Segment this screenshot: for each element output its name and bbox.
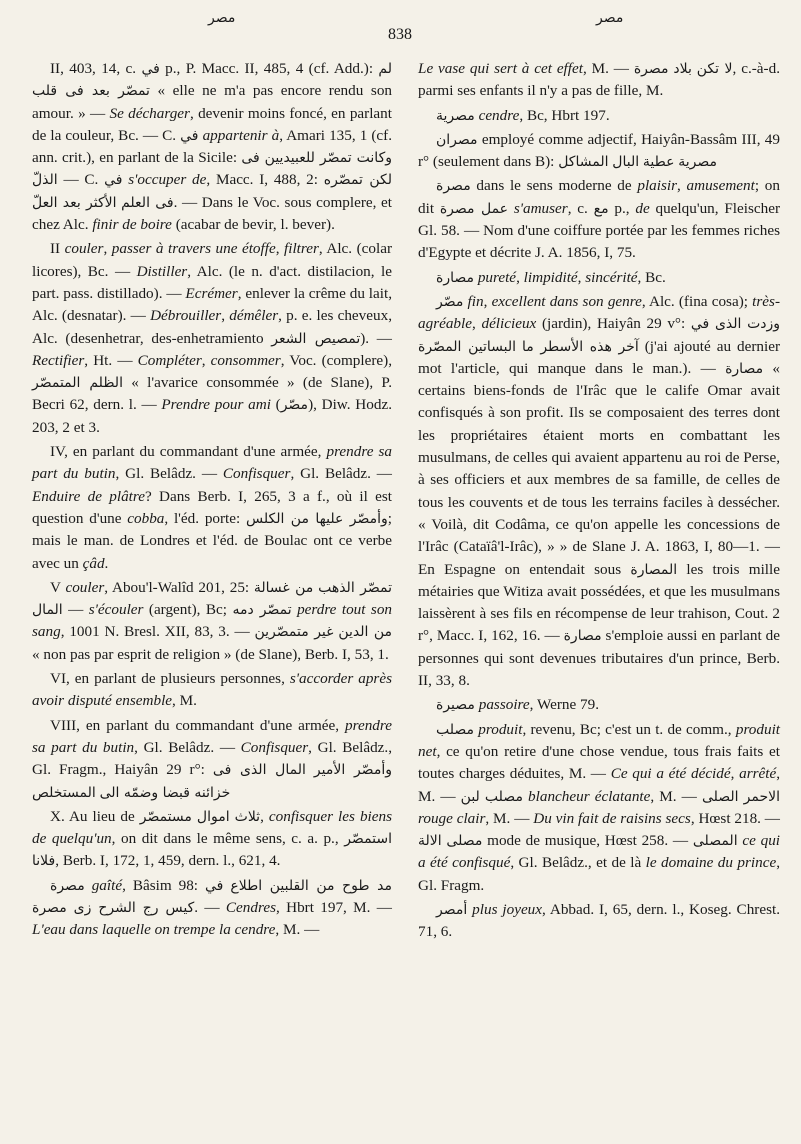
body-text: , Bc. xyxy=(637,268,666,286)
arabic-text: المال xyxy=(32,602,63,619)
italic-gloss: couler xyxy=(65,578,105,596)
italic-gloss: finir de boire xyxy=(92,216,172,234)
body-text: , ce qu'on retire d'une chose vendue, tous frais faits et toutes charges déduites, M. — xyxy=(418,742,780,783)
body-text: . — Dans le Voc. sous complere, et chez Alc. xyxy=(32,193,392,234)
body-text: . — xyxy=(194,898,226,916)
page-header xyxy=(0,6,801,43)
body-text: II xyxy=(50,240,65,258)
italic-gloss: passoire xyxy=(478,696,530,714)
entry-para-viii xyxy=(32,715,392,804)
body-text: , xyxy=(221,307,230,325)
body-text: (argent), Bc; xyxy=(143,601,233,619)
body-text: dans le sens moderne de xyxy=(470,177,638,195)
arabic-text: مد طوح من القلبين اطلاع xyxy=(230,877,393,894)
body-text: , xyxy=(472,315,482,333)
body-text: , xyxy=(201,351,211,369)
italic-gloss: délicieux xyxy=(481,315,537,333)
arabic-text: الصلى xyxy=(701,788,739,805)
entry-para-iv xyxy=(32,441,392,575)
body-text: , Abou'l-Walîd 201, 25: xyxy=(104,578,254,596)
arabic-text: مصرة xyxy=(50,877,85,894)
body-text: , M. — xyxy=(650,787,702,805)
italic-gloss: s'amuser xyxy=(513,199,568,217)
arabic-text: عطية xyxy=(642,154,675,171)
body-text: « elle ne m'a pas encore rendu son amour. » — xyxy=(32,82,393,122)
body-text: « l'avarice consommée » (de Slane), P. Becri 62, dern. l. — xyxy=(32,374,392,414)
italic-gloss: Confisquer xyxy=(240,738,309,756)
arabic-text: المال الذى فى خزائنه قبضا وضمّه الى xyxy=(99,762,306,801)
body-text: , Werne 79. xyxy=(529,696,600,714)
arabic-text: البال xyxy=(612,154,640,171)
body-text: , on dit dans le même sens, c. a. p., xyxy=(111,830,345,848)
body-text: « non pas par esprit de religion » (de Slane), Berb. I, 53, 1. xyxy=(32,645,389,663)
italic-gloss: perdre tout son sang xyxy=(32,601,393,641)
italic-gloss: produit xyxy=(478,720,523,738)
body-text: . xyxy=(104,554,109,572)
arabic-text: مصّر xyxy=(280,397,309,414)
body-text: , xyxy=(730,765,740,783)
arabic-text: المشاكل xyxy=(558,154,609,171)
entry-para-masra xyxy=(32,875,392,942)
italic-gloss: excellent dans son genre xyxy=(491,292,642,310)
body-text: ). — xyxy=(360,329,392,347)
arabic-text: في xyxy=(104,172,123,189)
arabic-text: مصلى xyxy=(446,833,483,850)
italic-gloss: Débrouiller xyxy=(150,307,222,325)
arabic-text: مصران xyxy=(436,131,478,148)
arabic-text: وكانت تمصّر للعبيديين فى الذلّ xyxy=(32,150,392,189)
entry-para-masra2 xyxy=(418,175,780,264)
italic-gloss: blancheur éclatante xyxy=(528,787,651,805)
italic-gloss: Le vase qui sert à cet effet xyxy=(418,60,583,77)
page-number: 838 xyxy=(388,26,412,43)
arabic-text: المصارة xyxy=(630,561,678,578)
body-text: VIII, en parlant du commandant d'une armée, xyxy=(50,716,346,734)
entry-para-vase xyxy=(418,58,780,103)
italic-gloss: appartenir à xyxy=(202,126,280,144)
body-text: , M. — xyxy=(418,765,781,805)
entry-para-x xyxy=(32,806,392,873)
arabic-text: مصارة xyxy=(436,269,475,286)
italic-gloss: L'eau dans laquelle on trempe la cendre xyxy=(32,921,276,939)
arabic-text: عمل مصرة xyxy=(439,200,509,217)
arabic-text: مستمصّر xyxy=(139,808,192,825)
arabic-text: الظلم المتمصّر xyxy=(32,375,123,392)
entry-para-musir xyxy=(418,291,780,692)
body-text: , Alc. (colar licores), Bc. — xyxy=(32,240,393,280)
entry-para-masira xyxy=(418,694,780,716)
body-text: , Hœst 218. — xyxy=(690,809,780,827)
arabic-text: لم تمصّر بعد فى قلب xyxy=(32,61,392,100)
body-text: V xyxy=(50,578,66,596)
body-text: , c. xyxy=(567,199,594,217)
arabic-text: تمصيص الشعر xyxy=(271,330,361,347)
body-text: , Gl. Belâdz. — xyxy=(290,465,392,483)
body-text: , Alc. (le n. d'act. distilacion, le part. pass. distillado). — xyxy=(32,262,392,302)
left-column xyxy=(32,58,392,944)
italic-gloss: très-agréable xyxy=(418,292,780,333)
body-text: , xyxy=(275,240,285,258)
italic-gloss: Ecrémer xyxy=(185,284,238,302)
arabic-text: مصرة xyxy=(436,178,471,195)
italic-gloss: sincérité xyxy=(585,268,638,286)
body-text: , Abbad. I, 65, dern. l., Koseg. Chrest. 71, 6. xyxy=(418,900,781,941)
italic-gloss: filtrer xyxy=(284,240,319,258)
arabic-text: في كيس رج الشرح زى مصرة xyxy=(32,877,224,916)
italic-gloss: plus joyeux xyxy=(472,900,543,918)
italic-gloss: gaîté xyxy=(91,876,123,894)
arabic-text: مصرية xyxy=(678,154,718,171)
body-text: ), Diw. Hodz. 203, 2 et 3. xyxy=(32,396,392,436)
italic-gloss: Du vin fait de raisins secs xyxy=(533,809,691,827)
body-text: , Gl. Belâdz., Gl. Fragm., Haiyân 29 r°: xyxy=(32,738,392,779)
arabic-text: مع xyxy=(593,200,609,217)
body-text: employé comme adjectif, Haiyân-Bassâm III, 49 r° (seulement dans B): xyxy=(418,130,780,171)
arabic-text: المستخلص xyxy=(32,784,96,801)
body-text: , 1001 N. Bresl. XII, 83, 3. — xyxy=(60,623,255,641)
entry-para-v xyxy=(32,577,392,666)
arabic-text: مصرية xyxy=(436,107,475,124)
arabic-text: في xyxy=(180,127,199,144)
body-text: , xyxy=(483,292,492,310)
arabic-text: وأمصّر عليها من الكلس xyxy=(246,510,388,527)
body-text: ; mais le man. de Londres et l'éd. de Boulac ont ce verbe avec un xyxy=(32,509,392,572)
arabic-text: مصيرة xyxy=(436,697,475,714)
body-text: s'emploie aussi en parlant de personnes qui sont devenues tributaires d'un prince, Berb. II, 33, 8. xyxy=(418,627,780,690)
entry-para-masriyya xyxy=(418,105,780,127)
entry-para-ii-couler xyxy=(32,238,392,439)
arabic-text: مصرة xyxy=(633,61,669,77)
italic-gloss: cobba xyxy=(127,509,165,527)
body-text: quelqu'un, Fleischer Gl. 58. — Nom d'une coiffure portée par les femmes riches d'Egypte et décrite J. A. 1856, I, 75. xyxy=(418,199,781,262)
arabic-text: تمصّر دمه xyxy=(232,602,292,619)
italic-gloss: prendre sa part du butin xyxy=(32,716,392,756)
running-head-right: مصر xyxy=(596,10,624,26)
italic-gloss: Ce qui a été décidé xyxy=(610,765,731,783)
body-text: , Amari 135, 1 (cf. ann. crit.), en parlant de la Sicile: xyxy=(32,126,392,167)
italic-gloss: consommer xyxy=(210,351,281,369)
arabic-text: البساتين المصّرة xyxy=(418,338,516,355)
body-text: ( xyxy=(270,396,281,414)
arabic-text: الأكثر بعد العلّ xyxy=(32,194,117,211)
body-text: (j'ai ajouté au dernier mot l'article, qui manque dans le man.). — xyxy=(418,337,781,377)
arabic-text: الالة xyxy=(418,833,442,850)
body-text: « certains biens-fonds de l'Irâc que le calife Omar avait confisqués à son profit. Ils se composaient des terres dont les propriétaires étaient morts en combattant les musulmans, de celles qui avaient appartenu au roi de Perse, à ses officiers et aux membres de sa famille, de celles de tous les couvents et de tous les terrains faciles à dessécher. « Voilà, dit Codâma, ce qu'on appelle les concessions de l'Irâc (Cataïâ'l-Irâc), » » de Slane J. A. 1863, I, 80—1. — En Espagne on entendait sous xyxy=(418,359,780,578)
italic-gloss: Rectifier xyxy=(32,351,85,369)
body-text: , revenu, Bc; c'est un t. de comm., xyxy=(522,720,736,738)
arabic-text: غير متمصّرين xyxy=(254,624,334,641)
italic-gloss: de xyxy=(635,199,650,217)
body-text: , Bc, Hbrt 197. xyxy=(519,106,610,124)
italic-gloss: fin xyxy=(467,292,484,310)
italic-gloss: Enduire de plâtre xyxy=(32,487,145,505)
body-text: , Gl. Fragm. xyxy=(418,854,780,894)
arabic-text: مصارة xyxy=(725,360,764,377)
italic-gloss: s'occuper de xyxy=(128,171,207,189)
arabic-text: بلاد xyxy=(673,61,692,77)
entry-para-masran xyxy=(418,129,780,174)
body-text: les trois mille métairies que Witiza avait possédées, et que les musulmans laissèrent à ses fils en récompense de leur trahison, Cout. 2 r°, Macc. I, 162, 16. — xyxy=(418,560,780,645)
italic-gloss: rouge clair xyxy=(418,809,486,827)
arabic-text: لبن xyxy=(460,788,480,805)
body-text: , Gl. Belâdz. — xyxy=(115,465,223,483)
italic-gloss: Confisquer xyxy=(222,465,291,483)
body-text: ; on dit xyxy=(418,177,780,217)
arabic-text: من الدين xyxy=(338,624,392,641)
right-column xyxy=(418,58,780,946)
arabic-text: المصلى xyxy=(692,833,738,850)
italic-gloss: ce qui a été confisqué xyxy=(418,832,781,872)
body-text: , xyxy=(577,268,586,286)
entry-para-masara xyxy=(418,267,780,289)
body-text: , Hbrt 197, M. — xyxy=(275,898,392,916)
body-text: VI, en parlant de plusieurs personnes, xyxy=(50,670,290,688)
italic-gloss: Compléter xyxy=(137,351,202,369)
arabic-text: مصلب xyxy=(436,721,475,738)
arabic-text: في آخر هذه الأسطر ما xyxy=(521,316,710,355)
body-text: — xyxy=(62,601,84,619)
arabic-text: مصارة xyxy=(563,628,602,645)
italic-gloss: s'accorder après avoir disputé ensemble xyxy=(32,670,392,710)
body-text: , enlever la crême du lait, Alc. (desnatar). — xyxy=(32,284,392,325)
body-text: , Macc. I, 488, 2: xyxy=(206,171,324,189)
arabic-text: مصلب xyxy=(484,788,523,805)
italic-gloss: limpidité xyxy=(523,268,578,286)
italic-gloss: amusement xyxy=(686,177,755,195)
arabic-text: من غسالة xyxy=(253,579,314,596)
italic-gloss: confisquer les biens de quelqu'un xyxy=(32,807,393,848)
italic-gloss: Cendres xyxy=(225,898,276,916)
body-text: , Bâsim 98: xyxy=(122,876,206,894)
body-text: IV, en parlant du commandant d'une armée, xyxy=(50,443,327,461)
italic-gloss: plaisir xyxy=(637,177,678,195)
body-text: , Ht. — xyxy=(84,351,138,369)
body-text: , c.-à-d. parmi ses enfants il n'y a pas de fille, M. xyxy=(418,60,780,100)
body-text: , M. — xyxy=(582,60,634,77)
body-text: , Voc. (complere), xyxy=(280,351,393,369)
body-text: , xyxy=(516,268,524,286)
italic-gloss: Se décharger xyxy=(109,104,190,122)
arabic-text: تمصّر الذهب xyxy=(318,579,392,596)
body-text: , M. — xyxy=(275,921,320,939)
body-text: , M. — xyxy=(485,809,534,827)
italic-gloss: çâd xyxy=(82,554,105,572)
body-text: p., xyxy=(608,199,636,217)
italic-gloss: produit net xyxy=(418,720,781,760)
arabic-text: اموال xyxy=(196,808,230,825)
entry-para-amsar xyxy=(418,899,780,944)
running-head-left: مصر xyxy=(208,10,236,26)
body-text: II, 403, 14, c. xyxy=(50,60,142,77)
body-text: ? Dans Berb. I, 265, 3 a f., où il est question d'une xyxy=(32,487,392,527)
arabic-text: في xyxy=(141,61,160,77)
arabic-text: ثلاث xyxy=(234,808,261,825)
italic-gloss: le domaine du prince xyxy=(645,854,777,872)
body-text: , xyxy=(260,807,269,825)
body-text: , Berb. I, 172, 1, 459, dern. l., 621, 4. xyxy=(55,852,281,870)
arabic-text: أمصر xyxy=(436,901,468,918)
body-text xyxy=(306,761,314,778)
body-text: (acabar de bevir, l. bever). xyxy=(171,216,335,234)
entry-para-vi xyxy=(32,668,392,713)
body-text: , Gl. Belâdz. — xyxy=(134,738,241,756)
arabic-text: استمصّر فلانا xyxy=(32,831,393,870)
arabic-text: وأمصّر الأمير xyxy=(313,762,392,779)
body-text xyxy=(85,877,92,894)
arabic-text: مصّر xyxy=(436,293,464,310)
arabic-text: لكن تمصّره فى العلم xyxy=(121,172,393,211)
italic-gloss: démêler xyxy=(229,307,279,325)
body-text: , l'éd. porte: xyxy=(164,509,247,527)
entry-para-mahsul xyxy=(418,719,780,897)
italic-gloss: passer à travers une étoffe xyxy=(111,240,276,258)
italic-gloss: arrêté xyxy=(739,765,777,783)
body-text: , M. xyxy=(172,692,197,710)
body-text: , Gl. Belâdz., et de là xyxy=(510,854,646,872)
body-text: (jardin), Haiyân 29 v°: xyxy=(536,315,691,333)
italic-gloss: Distiller xyxy=(136,262,188,280)
body-text: X. Au lieu de xyxy=(50,807,140,825)
body-text: , devenir moins foncé, en parlant de la couleur, Bc. — C. xyxy=(32,104,392,144)
body-text: , xyxy=(103,240,112,258)
body-text: — C. xyxy=(57,171,105,189)
italic-gloss: pureté xyxy=(477,268,517,286)
body-text: , xyxy=(677,177,687,195)
body-text: , p. e. les cheveux, Alc. (desenhetrar, des-enhetramiento xyxy=(32,307,392,347)
body-text: , Alc. (fina cosa); xyxy=(641,292,753,310)
entry-para-ii xyxy=(32,58,392,236)
italic-gloss: cendre xyxy=(478,106,520,124)
arabic-text: الاحمر xyxy=(743,788,781,805)
body-text: mode de musique, Hœst 258. — xyxy=(482,832,693,850)
arabic-text: وزدت xyxy=(747,316,781,333)
arabic-text: الذى xyxy=(714,316,742,333)
italic-gloss: s'écouler xyxy=(88,601,144,619)
body-text: p., P. Macc. II, 485, 4 (cf. Add.): xyxy=(159,60,379,77)
italic-gloss: Prendre pour ami xyxy=(161,396,271,414)
italic-gloss: couler xyxy=(64,240,104,258)
italic-gloss: prendre sa part du butin xyxy=(32,443,392,483)
arabic-text: لا تكن xyxy=(696,61,733,77)
